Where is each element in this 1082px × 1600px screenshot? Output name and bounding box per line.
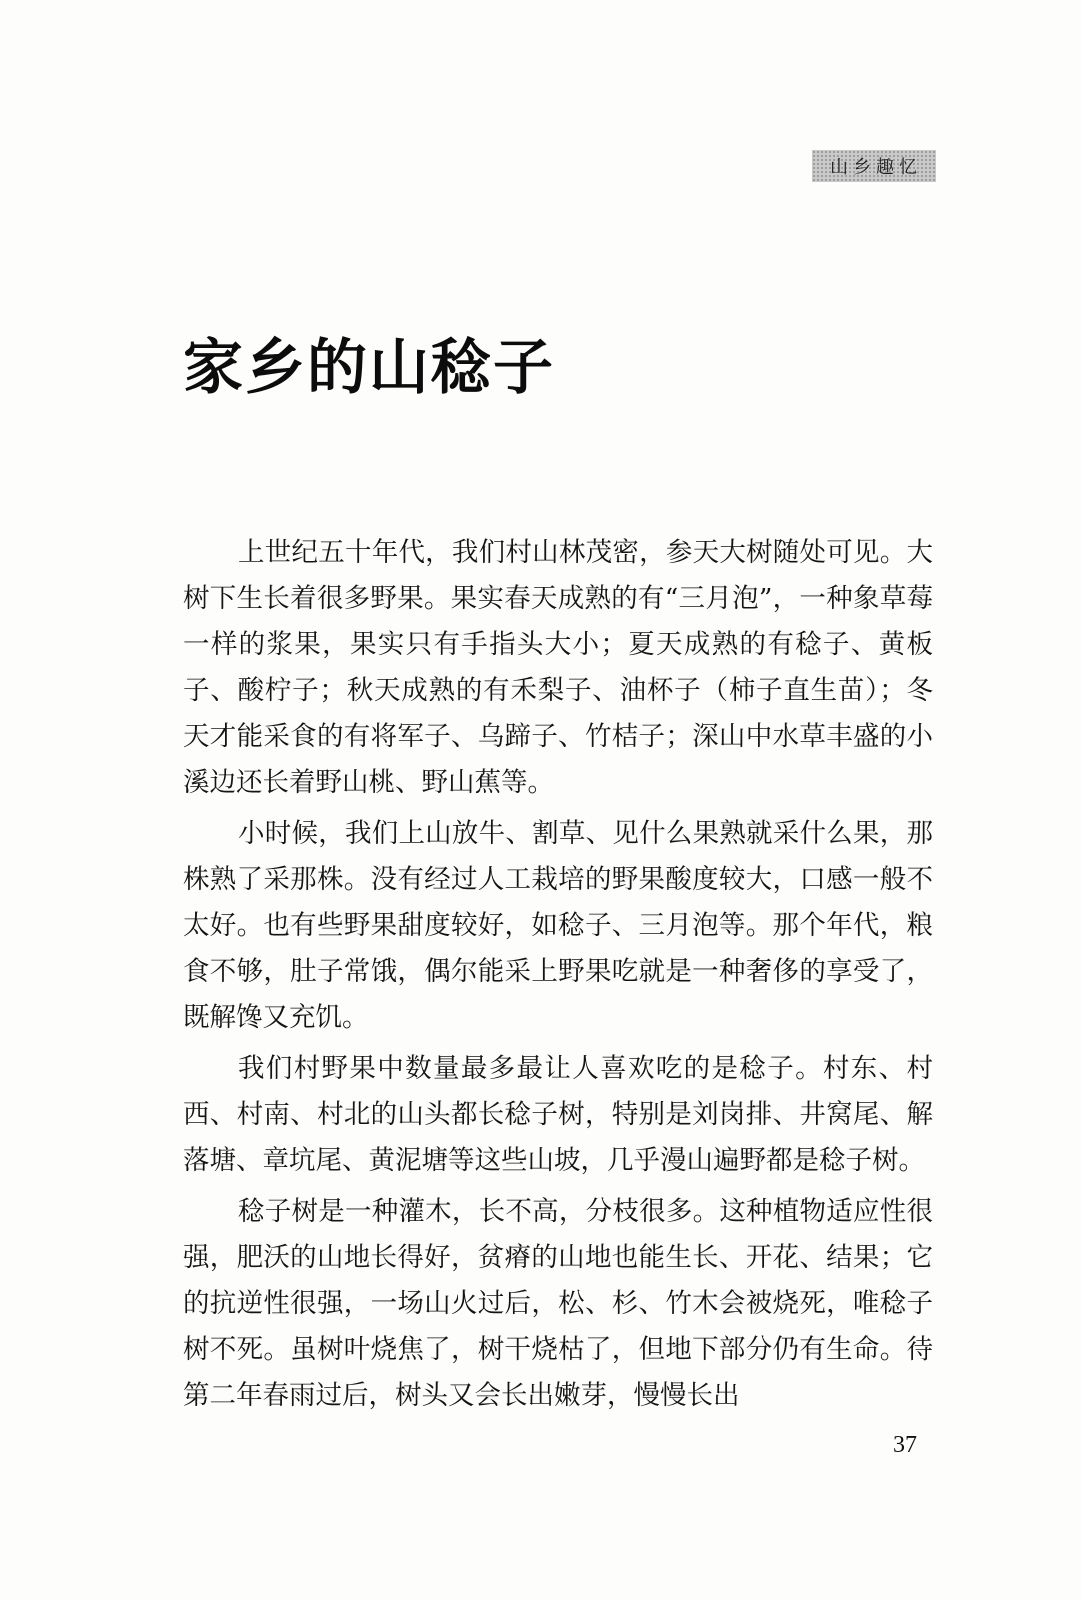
paragraph: 我们村野果中数量最多最让人喜欢吃的是稔子。村东、村西、村南、村北的山头都长稔子树，特别是刘岗排、井窝尾、解落塘、章坑尾、黄泥塘等这些山坡，几乎漫山遍野都是稔子树。: [183, 1053, 933, 1176]
paragraph: 稔子树是一种灌木，长不高，分枝很多。这种植物适应性很强，肥沃的山地长得好，贫瘠的山地也能生长、开花、结果；它的抗逆性很强，一场山火过后，松、杉、竹木会被烧死，唯稔子树不死。虽树叶烧焦了，树干烧枯了，但地下部分仍有生命。待第二年春雨过后，树头又会长出嫩芽，慢慢长出: [183, 1196, 933, 1411]
section-header-label: 山乡趣忆: [812, 150, 936, 182]
chapter-title: 家乡的山稔子: [183, 333, 555, 403]
paragraph: 上世纪五十年代，我们村山林茂密，参天大树随处可见。大树下生长着很多野果。果实春天成熟的有“三月泡”，一种象草莓一样的浆果，果实只有手指头大小；夏天成熟的有稔子、黄板子、酸柠子；秋天成熟的有禾梨子、油杯子（柿子直生苗）；冬天才能采食的有将军子、乌蹄子、竹桔子；深山中水草丰盛的小溪边还长着野山桃、野山蕉等。: [183, 537, 933, 798]
paragraph: 小时候，我们上山放牛、割草、见什么果熟就采什么果，那株熟了采那株。没有经过人工栽培的野果酸度较大，口感一般不太好。也有些野果甜度较好，如稔子、三月泡等。那个年代，粮食不够，肚子常饿，偶尔能采上野果吃就是一种奢侈的享受了，既解馋又充饥。: [183, 818, 933, 1033]
page-number: 37: [893, 1432, 917, 1458]
article-body: [183, 530, 933, 1424]
